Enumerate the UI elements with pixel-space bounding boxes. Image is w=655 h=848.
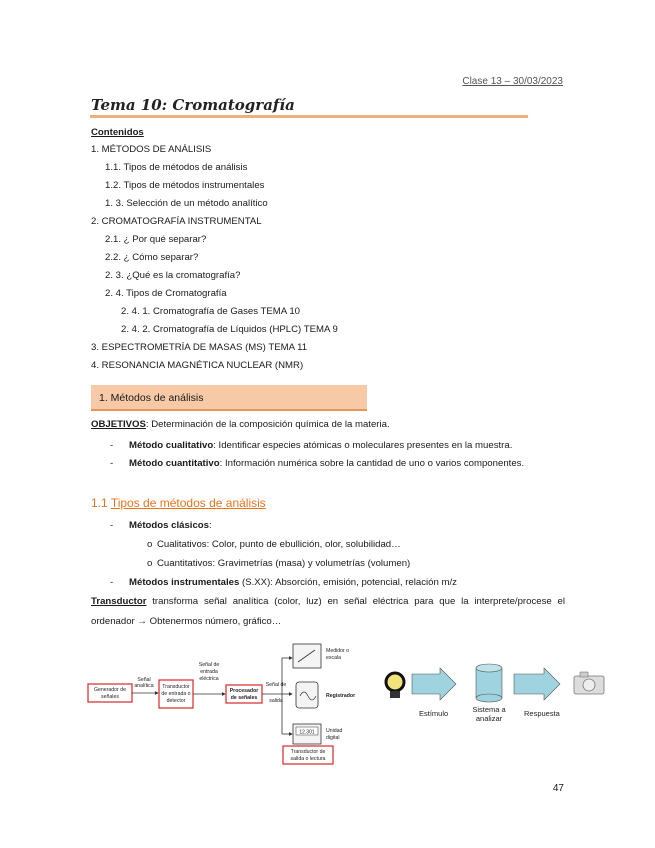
- list-item: - Métodos clásicos:: [110, 520, 212, 531]
- input-transducer-label: Transductor: [162, 684, 190, 690]
- digital-unit-label: Unidad: [326, 728, 343, 734]
- system-label: Sistema a: [472, 705, 506, 714]
- page-title: Tema 10: Cromatografía: [91, 96, 295, 114]
- digital-unit-label: digital: [326, 735, 340, 741]
- section-heading: 1. Métodos de análisis: [91, 385, 367, 411]
- meter-label: Medidor o: [326, 648, 350, 654]
- bullet-circle-icon: o: [147, 539, 153, 550]
- stimulus-arrow-icon: [412, 668, 456, 700]
- objectives-line: [91, 419, 565, 430]
- output-transducer-label: Transductor de: [290, 749, 326, 755]
- system-label: analizar: [475, 714, 503, 723]
- recorder-icon: [296, 682, 318, 708]
- stimulus-label: Estímulo: [419, 709, 449, 718]
- classic-suffix: :: [208, 520, 212, 531]
- toc-item: 1. 3. Selección de un método analítico: [105, 198, 268, 209]
- class-date: Clase 13 – 30/03/2023: [462, 76, 563, 87]
- meter-label: escala: [326, 655, 341, 661]
- list-item: - Método cualitativo: Identificar especies atómicas o moleculares presentes en la muestra.: [110, 440, 513, 451]
- generator-label: señales: [101, 694, 119, 700]
- method-bullets: [91, 437, 565, 473]
- input-signal-label: Señal de: [198, 662, 220, 668]
- transductor-paragraph: [91, 592, 565, 632]
- analytic-signal-label: Señal: [137, 677, 151, 683]
- toc-item: 3. ESPECTROMETRÍA DE MASAS (MS) TEMA 11: [91, 342, 308, 353]
- contents-heading: Contenidos: [91, 127, 144, 138]
- table-of-contents: [91, 141, 338, 375]
- list-item: [91, 535, 565, 554]
- qualitative-text: Cualitativos: Color, punto de ebullición, olor, solubilidad…: [157, 539, 401, 550]
- subsection-title: Tipos de métodos de análisis: [110, 496, 266, 510]
- toc-item: 4. RESONANCIA MAGNÉTICA NUCLEAR (NMR): [91, 360, 304, 371]
- instrumental-text: (S.XX): Absorción, emisión, potencial, relación m/z: [239, 577, 457, 588]
- digital-readout: 12.301: [299, 729, 315, 736]
- toc-item: 2.2. ¿ Cómo separar?: [105, 252, 199, 263]
- list-item: - Métodos instrumentales (S.XX): Absorción, emisión, potencial, relación m/z: [110, 577, 457, 588]
- input-signal-label: eléctrica: [199, 676, 219, 682]
- transductor-text: transforma señal analítica (color, luz) en señal eléctrica para que la interprete/procese el ordenador → Obtenermos número, gráfico…: [91, 596, 565, 627]
- list-item: - Método cuantitativo: Información numérica sobre la cantidad de uno o varios componentes.: [110, 458, 525, 469]
- objectives-text: : Determinación de la composición química de la materia.: [145, 419, 390, 430]
- output-signal-label: salida: [269, 698, 283, 704]
- toc-item: 2. 3. ¿Qué es la cromatografía?: [105, 270, 241, 281]
- quantitative-text: Cuantitativos: Gravimetrías (masa) y volumetrías (volumen): [157, 558, 411, 569]
- classic-label: Métodos clásicos: [129, 520, 209, 531]
- input-signal-label: entrada: [200, 669, 218, 675]
- bullet-circle-icon: o: [147, 558, 153, 569]
- toc-item: 1.2. Tipos de métodos instrumentales: [105, 180, 265, 191]
- generator-label: Generador de: [93, 687, 127, 693]
- title-underline: [90, 115, 528, 118]
- bullet-text: : Información numérica sobre la cantidad de uno o varios componentes.: [219, 458, 525, 469]
- methods-list: [91, 516, 565, 592]
- output-transducer-label: salida o lectura: [290, 756, 326, 762]
- analytic-signal-label: analítica: [134, 683, 154, 689]
- bullet-label: Método cualitativo: [129, 440, 214, 451]
- recorder-label: Registrador: [326, 693, 356, 699]
- bullet-text: : Identificar especies atómicas o moleculares presentes en la muestra.: [213, 440, 513, 451]
- camera-icon: [574, 672, 604, 694]
- subsection-number: 1.1: [91, 496, 111, 510]
- toc-item: 1. MÉTODOS DE ANÁLISIS: [91, 144, 212, 155]
- instrument-diagram: [86, 638, 356, 766]
- subsection-heading: [91, 496, 565, 510]
- page-number: 47: [552, 783, 564, 794]
- toc-item: 2. CROMATOGRAFÍA INSTRUMENTAL: [91, 216, 262, 227]
- input-transducer-label: detector: [166, 698, 186, 704]
- instrumental-label: Métodos instrumentales: [129, 577, 240, 588]
- processor-label: Procesador: [229, 688, 259, 694]
- toc-item: 2. 4. 1. Cromatografía de Gases TEMA 10: [121, 306, 300, 317]
- system-cylinder-icon: [476, 664, 502, 702]
- transductor-label: Transductor: [91, 596, 147, 607]
- processor-label: de señales: [230, 695, 258, 701]
- objectives-label: OBJETIVOS: [91, 419, 146, 430]
- bullet-label: Método cuantitativo: [129, 458, 220, 469]
- response-label: Respuesta: [524, 709, 560, 718]
- light-bulb-icon: [386, 673, 404, 698]
- output-signal-label: Señal de: [265, 682, 287, 688]
- stimulus-response-diagram: [378, 660, 608, 728]
- list-item: [91, 554, 565, 573]
- response-arrow-icon: [514, 668, 560, 700]
- toc-item: 2.1. ¿ Por qué separar?: [105, 234, 207, 245]
- toc-item: 1.1. Tipos de métodos de análisis: [105, 162, 248, 173]
- toc-item: 2. 4. 2. Cromatografía de Líquidos (HPLC) TEMA 9: [121, 324, 338, 335]
- toc-item: 2. 4. Tipos de Cromatografía: [105, 288, 227, 299]
- input-transducer-label: de entrada o: [161, 691, 191, 697]
